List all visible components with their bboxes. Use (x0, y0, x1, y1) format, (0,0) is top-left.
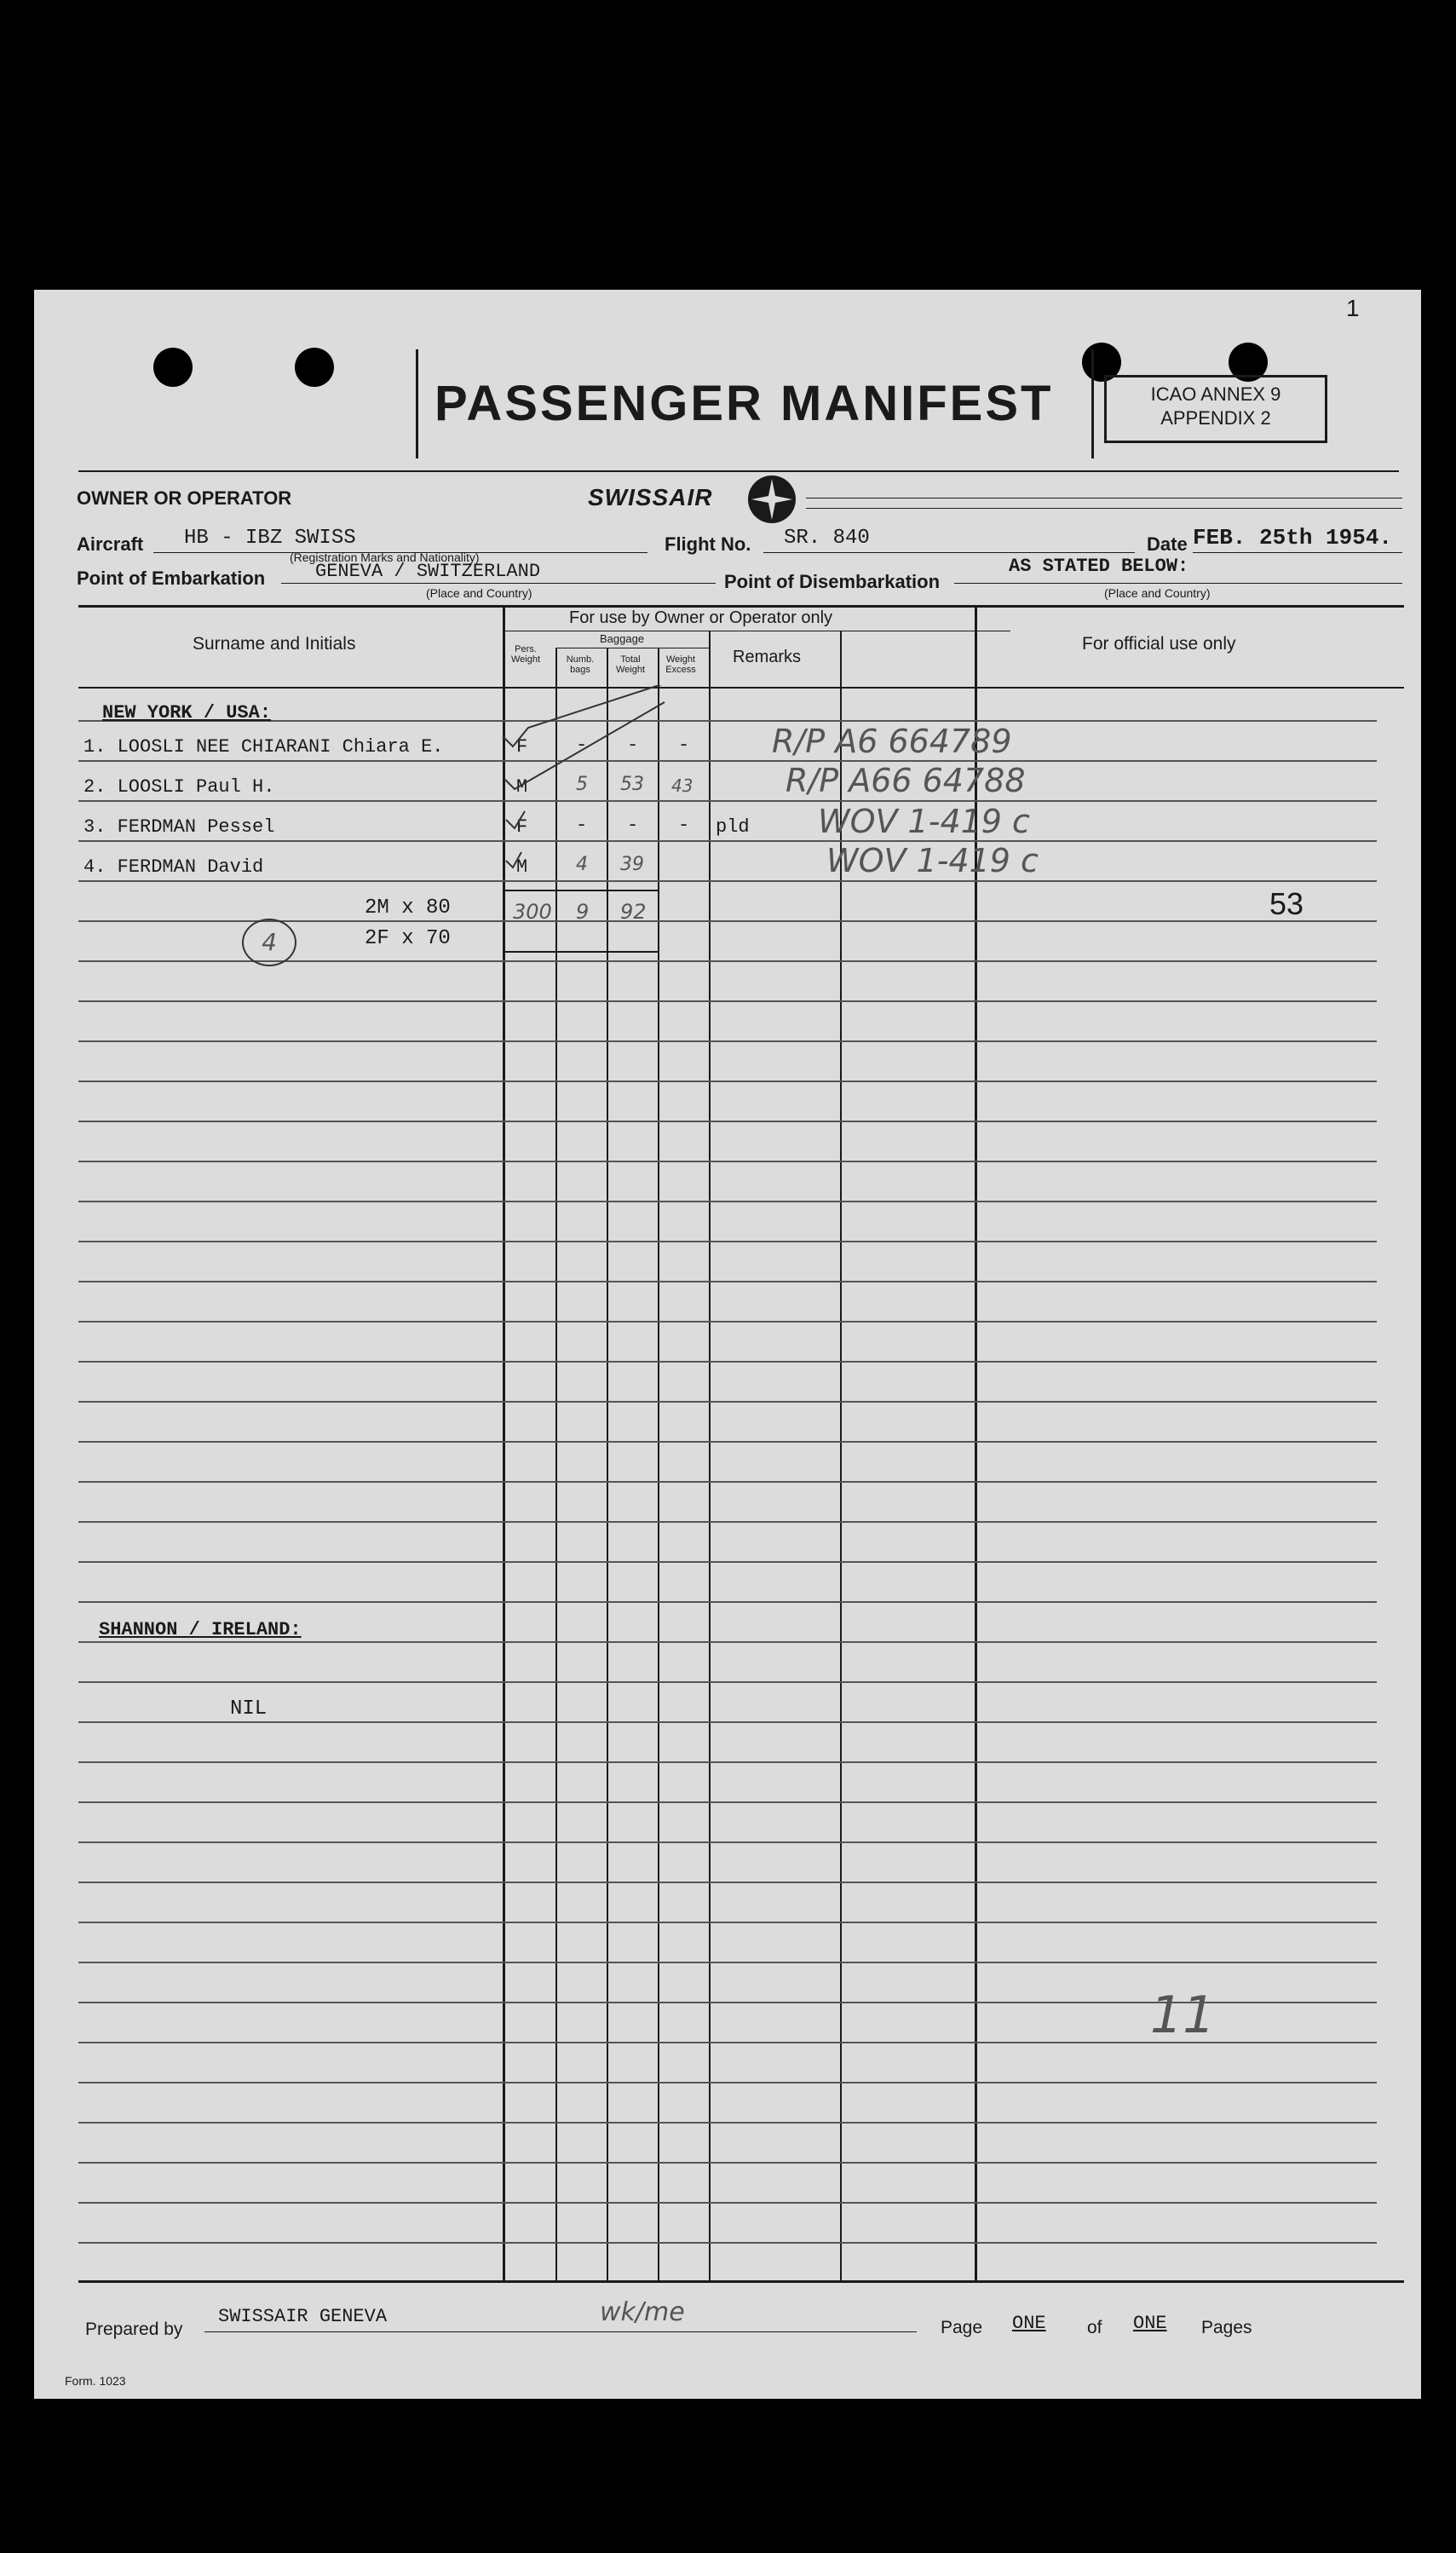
row-line-38 (78, 2202, 1377, 2204)
row-line-18 (78, 1401, 1377, 1403)
passenger-2-excess: 43 (671, 775, 693, 796)
col-surname: Surname and Initials (193, 634, 356, 654)
row-line-36 (78, 2122, 1377, 2124)
row-line-5 (78, 880, 1377, 882)
swissair-logo: SWISSAIR (588, 484, 713, 510)
shannon-value: NIL (230, 1697, 268, 1720)
row-line-15 (78, 1281, 1377, 1282)
row-line-12 (78, 1161, 1377, 1162)
manifest-sheet (34, 290, 1421, 2399)
page-title: PASSENGER MANIFEST (434, 376, 1054, 431)
col-official: For official use only (1082, 634, 1236, 654)
flight-label: Flight No. (665, 533, 751, 555)
corner-mark: 1 (1346, 295, 1360, 321)
owner-label: OWNER OR OPERATOR (77, 487, 292, 509)
punch-hole-1 (153, 348, 193, 387)
row-line-39 (78, 2242, 1377, 2244)
disembark-value: AS STATED BELOW: (1009, 556, 1189, 577)
row-line-20 (78, 1481, 1377, 1483)
passenger-1-name: 1. LOOSLI NEE CHIARANI Chiara E. (83, 736, 444, 758)
disembark-underline (954, 583, 1402, 584)
totals-top-line (503, 890, 659, 891)
col-numb-bags: Numb. bags (566, 654, 595, 675)
total-bags: 9 (576, 900, 590, 924)
passenger-2-name: 2. LOOSLI Paul H. (83, 776, 275, 798)
embark-underline (281, 583, 716, 584)
col-total-weight: Total Weight (615, 654, 646, 675)
passenger-3-sex: F (516, 816, 528, 838)
vrule-excess (658, 648, 659, 2280)
row-line-24 (78, 1641, 1377, 1643)
row-line-1 (78, 720, 1377, 722)
col-remarks: Remarks (733, 648, 802, 666)
vrule-remarks (709, 631, 711, 2280)
flight-underline (763, 552, 1135, 553)
embark-label: Point of Embarkation (77, 568, 266, 589)
total-weight: 92 (620, 900, 647, 924)
swissair-logo-icon (746, 474, 797, 525)
summary-male: 2M x 80 (365, 896, 451, 919)
passenger-3-remarks: pld (716, 816, 750, 838)
embark-value: GENEVA / SWITZERLAND (315, 561, 541, 582)
pages-label: Pages (1201, 2318, 1252, 2337)
aircraft-value: HB - IBZ SWISS (184, 527, 356, 550)
punch-hole-2 (295, 348, 334, 387)
vrule-total (607, 648, 608, 2280)
date-value: FEB. 25th 1954. (1193, 525, 1393, 550)
row-line-37 (78, 2162, 1377, 2164)
passenger-3-bags: - (576, 815, 588, 836)
table-header-bottom (78, 687, 1404, 689)
passenger-1-official: R/P A6 664789 (772, 723, 1012, 760)
row-line-26 (78, 1721, 1377, 1723)
page-label: Page (941, 2318, 983, 2337)
of-value: ONE (1133, 2313, 1167, 2334)
icao-appendix: APPENDIX 2 (1160, 407, 1271, 429)
row-line-21 (78, 1521, 1377, 1523)
passenger-4-official: WOV 1-419 c (826, 842, 1039, 879)
passenger-2-weight: 53 (620, 774, 644, 795)
count-circled: 4 (242, 919, 296, 966)
row-line-4 (78, 840, 1377, 842)
passenger-3-weight: - (627, 815, 639, 836)
prepared-label: Prepared by (85, 2320, 183, 2339)
row-line-8 (78, 1000, 1377, 1002)
header-divider (78, 470, 1399, 472)
row-line-32 (78, 1962, 1377, 1963)
col-weight-excess: Weight Excess (665, 654, 696, 675)
vrule-numb (555, 648, 557, 2280)
passenger-4-bags: 4 (576, 854, 588, 875)
row-line-13 (78, 1201, 1377, 1202)
passenger-4-weight: 39 (620, 854, 644, 875)
passenger-3-name: 3. FERDMAN Pessel (83, 816, 275, 838)
row-line-2 (78, 760, 1377, 762)
row-line-27 (78, 1761, 1377, 1763)
row-line-10 (78, 1081, 1377, 1082)
official-number: 53 (1269, 886, 1304, 921)
summary-female: 2F x 70 (365, 927, 451, 950)
aircraft-label: Aircraft (77, 533, 144, 555)
passenger-3-official: WOV 1-419 c (818, 803, 1030, 840)
col-owner-use: For use by Owner or Operator only (569, 608, 833, 627)
passenger-2-bags: 5 (576, 774, 588, 795)
row-line-29 (78, 1841, 1377, 1843)
date-label: Date (1147, 533, 1188, 555)
row-line-9 (78, 1040, 1377, 1042)
table-bottom (78, 2280, 1404, 2283)
of-label: of (1087, 2318, 1102, 2337)
form-number: Form. 1023 (65, 2374, 126, 2388)
row-line-25 (78, 1681, 1377, 1683)
passenger-4-sex: M (516, 856, 528, 878)
row-line-30 (78, 1882, 1377, 1883)
owner-line-b (806, 508, 1402, 509)
col-pers-weight: Pers. Weight (510, 644, 541, 665)
disembark-sublabel: (Place and Country) (1104, 586, 1211, 600)
passenger-4-name: 4. FERDMAN David (83, 856, 264, 878)
row-line-23 (78, 1601, 1377, 1603)
total-pers-weight: 300 (513, 900, 552, 924)
page-value: ONE (1012, 2313, 1046, 2334)
passenger-1-sex: F (516, 736, 528, 758)
passenger-2-sex: M (516, 776, 528, 798)
embark-sublabel: (Place and Country) (426, 586, 532, 600)
aircraft-sublabel: (Registration Marks and Nationality) (290, 550, 480, 564)
info-divider (78, 605, 1404, 608)
row-line-35 (78, 2082, 1377, 2083)
passenger-2-official: R/P A66 64788 (786, 762, 1026, 799)
row-line-17 (78, 1361, 1377, 1363)
margin-mark: 11 (1150, 1985, 1216, 2045)
disembark-label: Point of Disembarkation (724, 571, 941, 592)
totals-bottom-line (503, 951, 659, 953)
row-line-28 (78, 1801, 1377, 1803)
check-marks (494, 685, 682, 873)
prepared-initials: wk/me (600, 2297, 685, 2327)
section-heading-newyork: NEW YORK / USA: (102, 702, 272, 723)
passenger-1-bags: - (576, 735, 588, 756)
prepared-underline (204, 2331, 917, 2332)
passenger-3-excess: - (678, 815, 690, 836)
row-line-31 (78, 1922, 1377, 1923)
date-underline (1193, 552, 1402, 553)
row-line-11 (78, 1121, 1377, 1122)
row-line-3 (78, 800, 1377, 802)
passenger-1-excess: - (678, 735, 690, 756)
flight-value: SR. 840 (784, 527, 870, 550)
row-line-14 (78, 1241, 1377, 1242)
icao-annex: ICAO ANNEX 9 (1150, 383, 1281, 405)
row-line-19 (78, 1441, 1377, 1443)
passenger-1-weight: - (627, 735, 639, 756)
row-line-22 (78, 1561, 1377, 1563)
prepared-value: SWISSAIR GENEVA (218, 2306, 388, 2327)
col-baggage: Baggage (600, 632, 645, 645)
row-line-16 (78, 1321, 1377, 1323)
section-heading-shannon: SHANNON / IRELAND: (99, 1619, 302, 1640)
